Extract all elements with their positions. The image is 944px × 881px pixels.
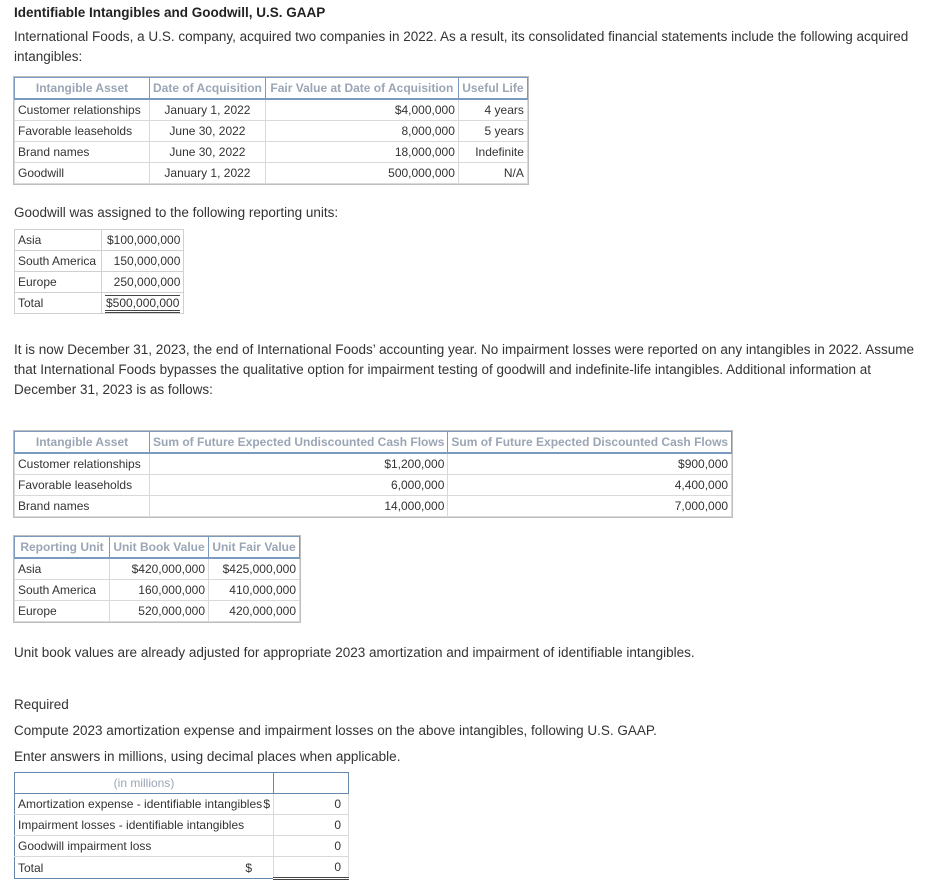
book-values-note: Unit book values are already adjusted for appropriate 2023 amortization and impairment of identifiable intangibles. bbox=[14, 645, 695, 660]
col-header: Sum of Future Expected Discounted Cash Flows bbox=[448, 432, 732, 454]
page-title: Identifiable Intangibles and Goodwill, U.S. GAAP bbox=[14, 5, 326, 20]
cell: Favorable leaseholds bbox=[15, 121, 150, 142]
impairment-input[interactable] bbox=[274, 815, 349, 836]
dollar-sign: $ bbox=[263, 797, 270, 811]
cell: June 30, 2022 bbox=[150, 121, 266, 142]
cell: $420,000,000 bbox=[110, 558, 209, 580]
cell: 8,000,000 bbox=[265, 121, 458, 142]
cell: $100,000,000 bbox=[102, 230, 184, 251]
cell: 520,000,000 bbox=[110, 601, 209, 622]
table-row bbox=[15, 794, 349, 815]
amortization-label: Amortization expense - identifiable intangibles bbox=[18, 797, 263, 811]
cell: $4,000,000 bbox=[265, 99, 458, 121]
row-label bbox=[15, 815, 274, 836]
table-row bbox=[15, 558, 300, 580]
answer-value: 0 bbox=[334, 839, 341, 853]
answer-header-blank bbox=[274, 773, 349, 794]
dollar-sign: $ bbox=[245, 860, 252, 875]
goodwill-units-table bbox=[14, 229, 184, 314]
goodwill-impairment-input[interactable] bbox=[274, 836, 349, 857]
cell: 18,000,000 bbox=[265, 142, 458, 163]
cell: Brand names bbox=[15, 496, 150, 517]
table-row bbox=[15, 99, 528, 121]
cell: 5 years bbox=[458, 121, 527, 142]
cell: 410,000,000 bbox=[209, 580, 300, 601]
row-label bbox=[15, 836, 274, 857]
cell: January 1, 2022 bbox=[150, 163, 266, 184]
table-row bbox=[15, 601, 300, 622]
col-header: Fair Value at Date of Acquisition bbox=[265, 78, 458, 100]
answer-value: 0 bbox=[334, 797, 341, 811]
required-text: Compute 2023 amortization expense and impairment losses on the above intangibles, following U.S. GAAP. bbox=[14, 723, 657, 738]
col-header: Date of Acquisition bbox=[150, 78, 266, 100]
answer-header: (in millions) bbox=[15, 773, 274, 794]
amortization-input[interactable] bbox=[274, 794, 349, 815]
cell: January 1, 2022 bbox=[150, 99, 266, 121]
col-header: Unit Book Value bbox=[110, 537, 209, 559]
cell: Europe bbox=[15, 272, 102, 293]
total-label: Total bbox=[18, 860, 44, 875]
answer-table bbox=[14, 772, 349, 880]
cell: 250,000,000 bbox=[102, 272, 184, 293]
col-header: Intangible Asset bbox=[15, 432, 150, 454]
table-row bbox=[15, 836, 349, 857]
impairment-label: Impairment losses - identifiable intangibles bbox=[18, 818, 245, 832]
cell: Goodwill bbox=[15, 163, 150, 184]
cell bbox=[102, 293, 184, 314]
cell: Brand names bbox=[15, 142, 150, 163]
table-row bbox=[15, 293, 184, 314]
required-label: Required bbox=[14, 697, 69, 712]
row-label bbox=[15, 794, 274, 815]
cell: 14,000,000 bbox=[150, 496, 448, 517]
cell: Customer relationships bbox=[15, 453, 150, 475]
goodwill-intro: Goodwill was assigned to the following reporting units: bbox=[14, 205, 339, 220]
cell: $425,000,000 bbox=[209, 558, 300, 580]
table-row bbox=[15, 142, 528, 163]
table-row bbox=[15, 580, 300, 601]
table-row bbox=[15, 815, 349, 836]
col-header: Useful Life bbox=[458, 78, 527, 100]
cell: Customer relationships bbox=[15, 99, 150, 121]
acquired-intangibles-table bbox=[14, 77, 528, 184]
cell: Total bbox=[18, 296, 44, 310]
col-header: Intangible Asset bbox=[15, 78, 150, 100]
row-label bbox=[15, 857, 274, 879]
table-row bbox=[15, 496, 732, 517]
table-row bbox=[15, 251, 184, 272]
cell: 160,000,000 bbox=[110, 580, 209, 601]
col-header: Sum of Future Expected Undiscounted Cash Flows bbox=[150, 432, 448, 454]
col-header: Unit Fair Value bbox=[209, 537, 300, 559]
cash-flows-table bbox=[14, 431, 732, 517]
cell: 150,000,000 bbox=[102, 251, 184, 272]
table-row bbox=[15, 272, 184, 293]
cell: Indefinite bbox=[458, 142, 527, 163]
cell: $1,200,000 bbox=[150, 453, 448, 475]
intro-paragraph: International Foods, a U.S. company, acquired two companies in 2022. As a result, its consolidated financial statements include the following acquired intangibles: bbox=[14, 29, 909, 64]
goodwill-impairment-label: Goodwill impairment loss bbox=[18, 839, 152, 853]
december-paragraph: It is now December 31, 2023, the end of International Foods’ accounting year. No impairment losses were reported on any intangibles in 2022. Assume that International Foods bypasses the qualitative option for impairment testing of goodwill and indefinite-life intangibles. Additional information at December 31, 2023 is as follows: bbox=[14, 342, 915, 397]
cell: 420,000,000 bbox=[209, 601, 300, 622]
cell: South America bbox=[15, 251, 102, 272]
table-row bbox=[15, 230, 184, 251]
table-row bbox=[15, 453, 732, 475]
table-row bbox=[15, 857, 349, 879]
cell: Favorable leaseholds bbox=[15, 475, 150, 496]
table-row bbox=[15, 163, 528, 184]
cell: N/A bbox=[458, 163, 527, 184]
cell: 4 years bbox=[458, 99, 527, 121]
cell: June 30, 2022 bbox=[150, 142, 266, 163]
answer-value: 0 bbox=[334, 860, 341, 874]
cell: 500,000,000 bbox=[265, 163, 458, 184]
cell: 6,000,000 bbox=[150, 475, 448, 496]
cell: Asia bbox=[15, 230, 102, 251]
reporting-units-table bbox=[14, 536, 300, 622]
table-row bbox=[15, 475, 732, 496]
table-row bbox=[15, 121, 528, 142]
cell: Asia bbox=[15, 558, 110, 580]
total-value: $500,000,000 bbox=[105, 295, 180, 313]
instructions: Enter answers in millions, using decimal places when applicable. bbox=[14, 749, 401, 764]
answer-value: 0 bbox=[334, 818, 341, 832]
cell: 7,000,000 bbox=[448, 496, 732, 517]
col-header: Reporting Unit bbox=[15, 537, 110, 559]
cell: $900,000 bbox=[448, 453, 732, 475]
total-input[interactable] bbox=[274, 857, 349, 879]
cell: Europe bbox=[15, 601, 110, 622]
cell: South America bbox=[15, 580, 110, 601]
cell: 4,400,000 bbox=[448, 475, 732, 496]
